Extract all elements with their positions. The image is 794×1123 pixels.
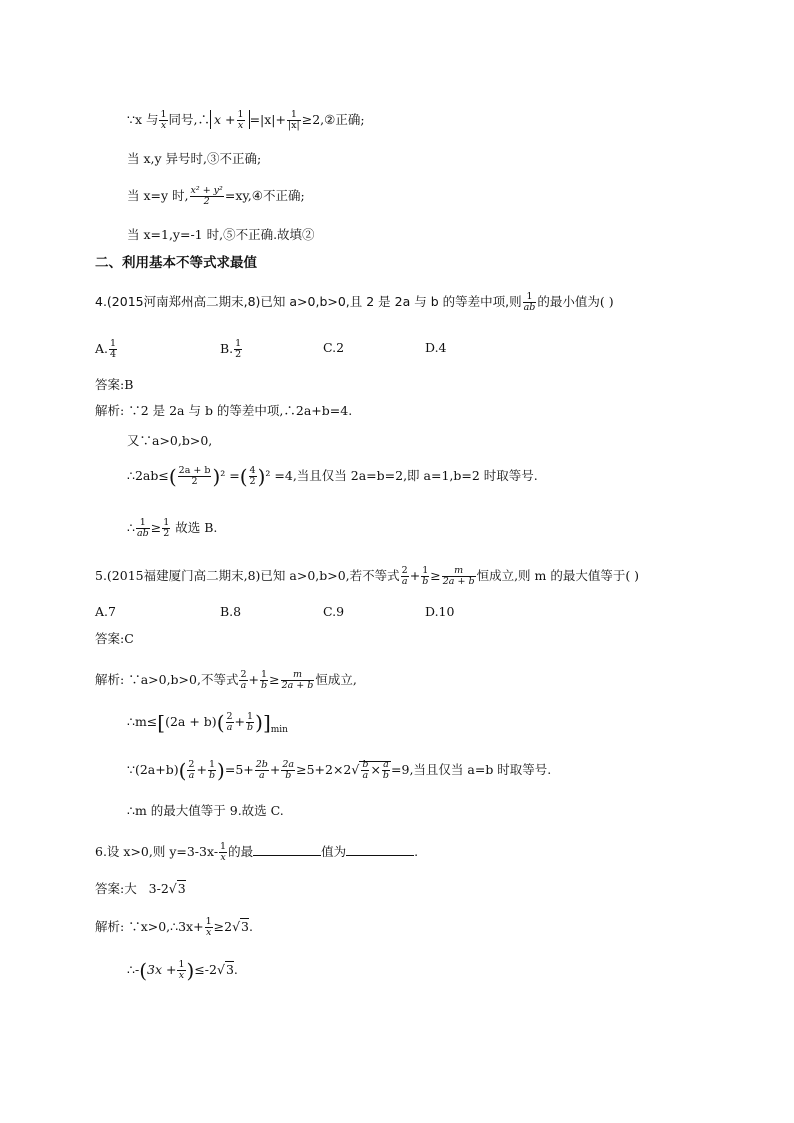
sol3-line3 [127,186,305,207]
frac-den: x [160,120,167,131]
frac-num: 2 [401,565,408,576]
frac-den: b [382,770,390,781]
answer-value-1: 大 [124,881,137,896]
q6-stem-mid: 的最 [228,844,254,859]
frac-m-over-2a-b [281,670,315,691]
frac-num: 1 [290,109,297,120]
q4-answer [95,376,133,394]
frac-den: 2 [249,476,256,487]
sqrt-sign: √ [216,962,225,977]
frac-den: b [281,770,295,781]
frac-b-over-a [361,760,369,781]
a1-post: ≥2 [213,919,233,934]
a3-mid: ² = [220,468,240,483]
frac-2a-over-b [281,760,295,781]
frac-num: 2a + b [178,465,211,476]
frac-den: b [422,576,429,587]
bracket-close: ] [262,710,271,735]
q4-stem [95,292,614,313]
abs-expr [210,110,250,129]
frac-num: 4 [249,465,256,476]
a4-pre: ∴ [127,520,135,535]
a4-mid: ≥ [150,520,162,535]
a2-in: 3x + [147,962,177,977]
q4-analysis-1 [95,402,352,420]
geq: ≥ [269,672,280,687]
frac-1-over-ab [523,292,537,313]
a2-pre: ∴- [127,962,140,977]
a1-pre: ∵a>0,b>0,不等式 [128,672,239,687]
option-label: A. [95,341,109,356]
paren-open: ( [216,710,225,735]
frac-num: 1 [160,109,167,120]
frac-den: 2 [190,196,224,207]
sol3-line1 [127,110,365,131]
analysis-text: ∵2 是 2a 与 b 的等差中项,∴2a+b=4. [128,403,353,418]
frac-den: a [401,576,408,587]
q5-stem-tail: 恒成立,则 m 的最大值等于( ) [476,568,640,583]
sol3-line1-pre: ∵x 与 [127,112,159,127]
frac-num: 1 [261,669,268,680]
sqrt-sign: √ [351,762,360,777]
frac-den: 2 [163,528,170,539]
q5-analysis-1 [95,670,357,691]
analysis-label: 解析: [95,919,125,934]
paren-open: ( [139,958,147,983]
answer-label: 答案: [95,377,125,392]
frac-1-over-ab [136,518,150,539]
sol3-line1-post: ≥2,②正确; [301,112,365,127]
a3-mid: =5+ [224,762,254,777]
plus: + [234,714,246,729]
frac-den: 2 [235,349,242,360]
paren-close: ) [255,710,263,735]
a2-end: . [233,962,238,977]
frac-1-over-absx [287,110,301,131]
frac-den: 4 [110,349,117,360]
q6-stem-end: . [414,844,419,859]
a3-pre: ∴2ab≤ [127,468,169,483]
frac-den: ab [136,528,149,539]
frac-den: |x| [287,120,300,131]
sqrt-radicand: $\frac{b}{a}$ × $\frac{a}{b}$ [359,761,391,777]
frac-num: 2b [255,759,268,770]
frac-num: b [362,759,369,770]
q4-option-b[interactable] [220,339,243,360]
q5-stem [95,566,639,587]
q5-analysis-3 [127,760,551,781]
q4-analysis-4 [127,518,217,539]
q6-stem-text: 6.设 x>0,则 y=3-3x- [95,844,219,859]
a3-geq: ≥5+2×2 [296,762,352,777]
geq: ≥ [430,568,441,583]
plus: + [269,762,281,777]
frac-1-over-2 [162,518,170,539]
frac-den: x [237,120,244,131]
frac-m-over-2a-b [442,566,476,587]
frac-2-over-a [226,712,234,733]
paren-close: ) [212,464,221,489]
frac-a-over-b [382,760,390,781]
sol3-line2: 当 x,y 异号时,③不正确; [127,151,262,166]
q6-stem-mid2: 值为 [321,844,347,859]
frac-den: ab [523,302,536,313]
q5-option-b[interactable]: B.8 [220,604,242,619]
frac-den: x [220,852,226,863]
sqrt-radicand: 3 [225,962,234,977]
frac-4-over-2 [249,466,257,487]
q4-option-c[interactable]: C.2 [323,340,345,355]
frac-num: 1 [208,759,215,770]
frac-num: 2 [226,711,233,722]
sol3-line1-mid: 同号,∴ [168,112,211,127]
plus: + [196,762,207,777]
answer-value: C [124,631,134,646]
frac-1-over-2 [234,339,242,360]
q5-stem-text: 5.(2015福建厦门高二期末,8)已知 a>0,b>0,若不等式 [95,568,400,583]
plus: + [409,568,421,583]
frac-2-over-a [187,760,195,781]
a2-pre: ∴m≤ [127,714,158,729]
q4-stem-text: 4.(2015河南郑州高二期末,8)已知 a>0,b>0,且 2 是 2a 与 b 的等差中项,则 [95,294,522,309]
paren-open: ( [178,758,187,783]
frac-num: 1 [110,338,117,349]
frac-num: 1 [220,841,227,852]
frac-den: b [247,722,254,733]
frac-1-over-b [208,760,216,781]
analysis-label: 解析: [95,403,125,418]
q5-option-c[interactable]: C.9 [323,604,345,619]
frac-2b-over-a [255,760,269,781]
frac-num: 1 [163,517,170,528]
sqrt-sign: √ [168,881,177,896]
q6-answer [95,880,186,898]
frac-num: 1 [178,959,185,970]
frac-den: a [362,770,369,781]
answer-value-2: 3-2 [148,881,169,896]
frac-num: 1 [237,109,244,120]
fill-blank-1[interactable] [253,843,321,856]
min-subscript: min [270,725,288,735]
a1-pre: ∵x>0,∴3x+ [128,919,204,934]
q4-analysis-3 [127,466,538,487]
frac-1-over-x-2 [237,110,245,131]
sqrt-sign: √ [232,919,241,934]
a4-post: 故选 B. [175,520,218,535]
frac-1-over-x [177,960,185,981]
sol3-line1-tail: =|x|+ [249,112,286,127]
frac-num: x² + y² [190,185,223,196]
frac-num: 1 [139,517,146,528]
answer-label: 答案: [95,631,125,646]
sol3-line4: 当 x=1,y=-1 时,⑤不正确.故填② [127,227,315,242]
q5-option-a[interactable]: A.7 [95,604,116,619]
frac-1-over-4 [109,339,117,360]
q4-option-a[interactable] [95,339,118,360]
abs-expr-x: x + [214,112,236,127]
paren-close: ) [257,464,266,489]
section-title: 二、利用基本不等式求最值 [95,255,257,271]
frac-1-over-b [260,670,268,691]
frac-den: b [261,680,268,691]
frac-x2y2-over-2 [190,186,224,207]
frac-num: 2a [282,759,295,770]
frac-num: 1 [205,916,212,927]
paren-close: ) [217,758,225,783]
analysis-label: 解析: [95,672,125,687]
q5-option-d[interactable]: D.10 [425,604,455,619]
a1-end: . [249,919,253,934]
frac-den: 2a + b [281,680,314,691]
option-label: B. [220,341,234,356]
frac-den: a [188,770,195,781]
a3-post: =9,当且仅当 a=b 时取等号. [391,762,552,777]
frac-den: a [226,722,233,733]
a3-pre: ∵(2a+b) [127,762,179,777]
frac-den: x [178,970,185,981]
fill-blank-2[interactable] [346,843,414,856]
frac-num: m [454,565,464,576]
frac-num: 1 [422,565,429,576]
frac-2-over-a [401,566,409,587]
q5-analysis-2 [127,712,288,739]
frac-den: 2 [178,476,212,487]
frac-2ab-over-2 [178,466,212,487]
paren-close: ) [186,958,195,983]
paren-open: ( [239,464,248,489]
frac-den: x [205,927,212,938]
frac-1-over-x [219,842,227,863]
answer-value: B [124,377,134,392]
frac-den: a [255,770,269,781]
plus: + [248,672,259,687]
q4-option-d[interactable]: D.4 [425,340,447,355]
frac-den: b [208,770,216,781]
q6-analysis-2 [127,960,238,981]
frac-1-over-b [246,712,254,733]
frac-den: a [240,680,247,691]
sol3-line3-post: =xy,④不正确; [224,188,305,203]
frac-num: m [292,669,302,680]
a2-post: ≤-2 [194,962,217,977]
frac-1-over-b [421,566,429,587]
sqrt-radicand: 3 [177,881,186,896]
a3-post: ² =4,当且仅当 2a=b=2,即 a=1,b=2 时取等号. [265,468,538,483]
answer-label: 答案: [95,881,125,896]
bracket-open: [ [157,710,166,735]
frac-num: 1 [247,711,254,722]
frac-den: 2a + b [442,576,475,587]
q5-answer [95,630,134,648]
frac-num: a [383,759,389,770]
q6-analysis-1 [95,917,253,938]
frac-1-over-x [159,110,167,131]
frac-num: 2 [240,669,247,680]
q4-stem-tail: 的最小值为( ) [537,294,614,309]
frac-num: 1 [235,338,242,349]
sqrt-radicand: 3 [241,919,249,934]
sol3-line3-pre: 当 x=y 时, [127,188,189,203]
frac-num: 1 [526,291,533,302]
a1-post: 恒成立, [315,672,357,687]
q4-analysis-2: 又∵a>0,b>0, [127,433,213,448]
a2-in: (2a + b) [165,714,217,729]
q6-stem [95,842,418,863]
frac-1-over-x [205,917,213,938]
q5-analysis-4: ∴m 的最大值等于 9.故选 C. [127,803,284,818]
paren-open: ( [168,464,177,489]
frac-2-over-a [239,670,247,691]
frac-num: 2 [188,759,195,770]
